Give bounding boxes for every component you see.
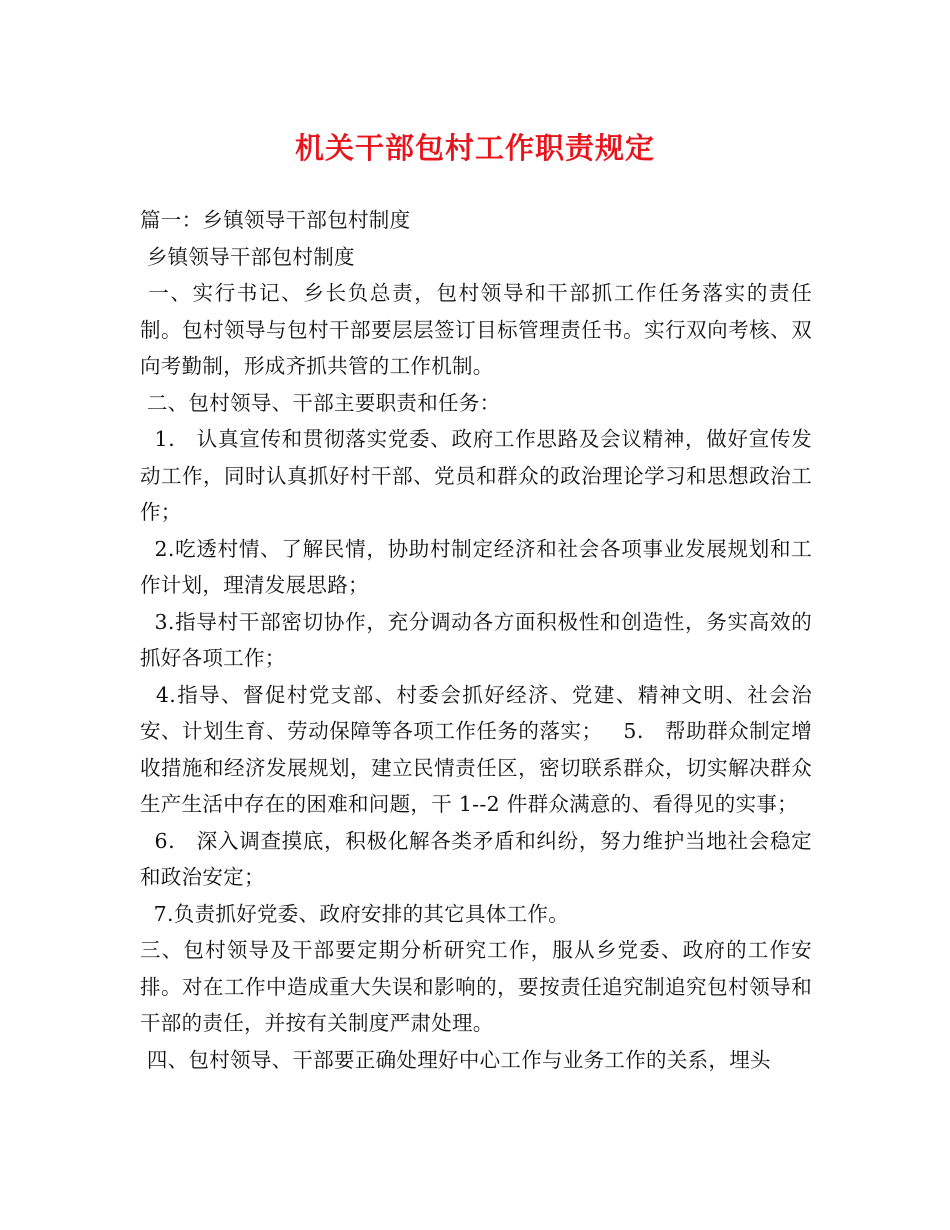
list-item-3: 3.指导村干部密切协作，充分调动各方面积极性和创造性，务实高效的抓好各项工作； xyxy=(140,609,812,670)
list-item-7: 7.负责抓好党委、政府安排的其它具体工作。 xyxy=(140,901,569,926)
subsection-heading: 乡镇领导干部包村制度 xyxy=(140,244,355,269)
list-item-1: 1． 认真宣传和贯彻落实党委、政府工作思路及会议精神，做好宣传发动工作，同时认真抓好村干部、党员和群众的政治理论学习和思想政治工作； xyxy=(140,427,812,524)
paragraph-item-1: 一、实行书记、乡长负总责，包村领导和干部抓工作任务落实的责任制。包村领导与包村干部要层层签订目标管理责任书。实行双向考核、双向考勤制，形成齐抓共管的工作机制。 xyxy=(140,281,813,378)
list-item-2: 2.吃透村情、了解民情，协助村制定经济和社会各项事业发展规划和工作计划，理清发展思路； xyxy=(140,536,812,597)
paragraph-item-3: 三、包村领导及干部要定期分析研究工作，服从乡党委、政府的工作安排。对在工作中造成重大失误和影响的，要按责任追究制追究包村领导和干部的责任，并按有关制度严肃处理。 xyxy=(140,938,812,1035)
list-item-4-5: 4.指导、督促村党支部、村委会抓好经济、党建、精神文明、社会治安、计划生育、劳动保障等各项工作任务的落实； 5． 帮助群众制定增收措施和经济发展规划，建立民情责任区，密切联系群众，切实解决群众生产生活中存在的困难和问题，干 1--2 件群众满意的、看得见的实事； xyxy=(140,682,813,816)
page-title: 机关干部包村工作职责规定 xyxy=(294,131,655,165)
list-item-6: 6． 深入调查摸底，积极化解各类矛盾和纠纷，努力维护当地社会稳定和政治安定； xyxy=(140,828,812,889)
section-heading: 篇一：乡镇领导干部包村制度 xyxy=(140,208,411,232)
paragraph-item-2: 二、包村领导、干部主要职责和任务： xyxy=(140,390,501,415)
document-body xyxy=(140,202,812,1078)
paragraph-item-4: 四、包村领导、干部要正确处理好中心工作与业务工作的关系，埋头 xyxy=(140,1047,771,1072)
